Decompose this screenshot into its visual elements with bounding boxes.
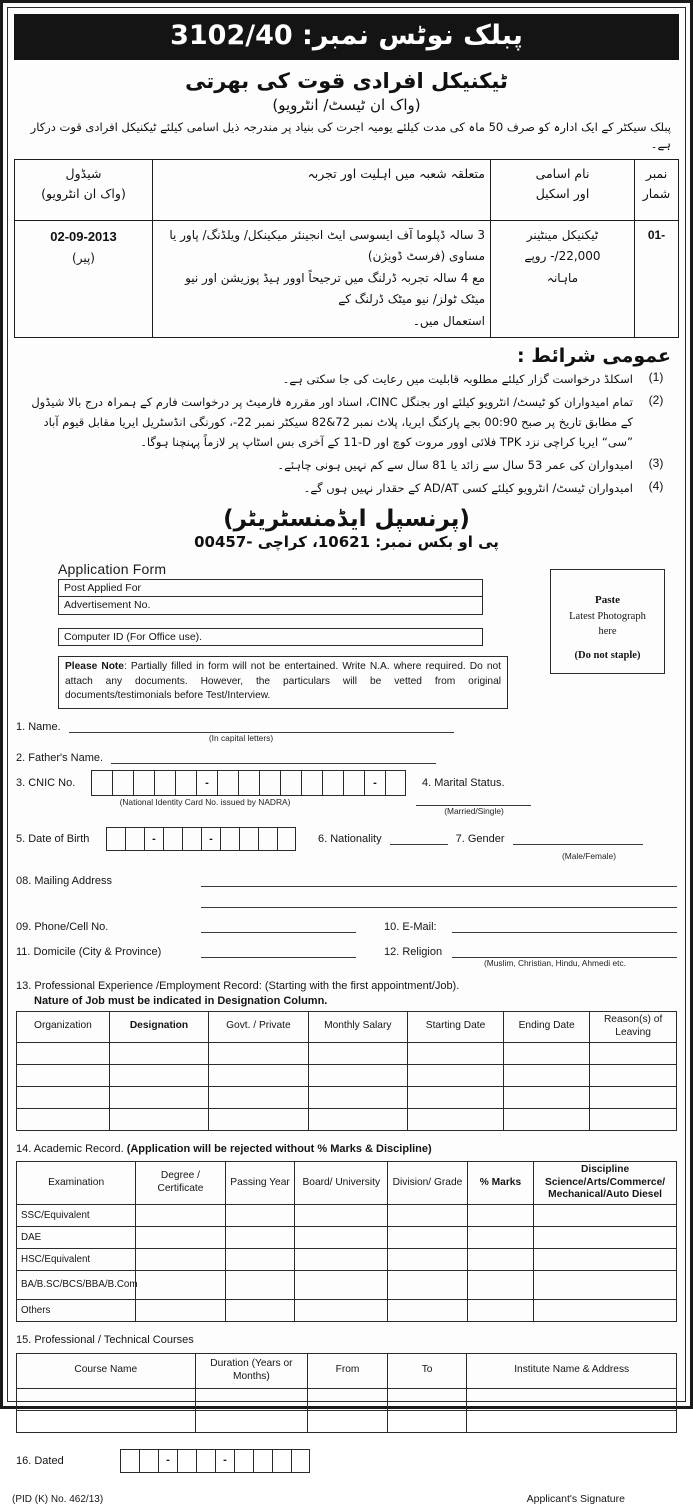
dated-box[interactable] bbox=[234, 1449, 253, 1473]
cnic-box[interactable] bbox=[385, 770, 406, 796]
acad-cell[interactable] bbox=[467, 1249, 533, 1271]
dated-input-boxes[interactable] bbox=[120, 1449, 310, 1473]
course-cell[interactable] bbox=[308, 1410, 388, 1432]
post-name: ٹیکنیکل مینٹینر bbox=[526, 227, 599, 242]
academic-title-number: 14. bbox=[16, 1142, 34, 1155]
acad-col-examination: Examination bbox=[17, 1161, 136, 1204]
dob-separator-dash: - bbox=[201, 827, 220, 851]
academic-table-header-row bbox=[17, 1161, 677, 1204]
course-cell[interactable] bbox=[467, 1388, 677, 1410]
course-cell[interactable] bbox=[17, 1388, 196, 1410]
acad-cell[interactable] bbox=[295, 1271, 388, 1300]
table-row bbox=[17, 1205, 677, 1227]
mailing-address-input-line-2[interactable] bbox=[201, 896, 677, 908]
exp-col-reason-leaving: Reason(s) of Leaving bbox=[590, 1011, 677, 1042]
acad-col-percent-marks: % Marks bbox=[467, 1161, 533, 1204]
dob-box[interactable] bbox=[125, 827, 144, 851]
experience-section-subtitle: Nature of Job must be indicated in Designation Column. bbox=[34, 994, 328, 1007]
exp-cell[interactable] bbox=[17, 1086, 110, 1108]
dated-box[interactable] bbox=[291, 1449, 310, 1473]
exp-cell[interactable] bbox=[17, 1108, 110, 1130]
acad-col-passing-year: Passing Year bbox=[225, 1161, 295, 1204]
exp-cell[interactable] bbox=[590, 1064, 677, 1086]
acad-cell[interactable] bbox=[295, 1300, 388, 1322]
exp-cell[interactable] bbox=[407, 1064, 503, 1086]
acad-cell[interactable] bbox=[388, 1205, 468, 1227]
acad-cell[interactable] bbox=[225, 1227, 295, 1249]
marital-status-input[interactable] bbox=[416, 797, 531, 806]
post-applied-for-field[interactable]: Post Applied For bbox=[58, 579, 483, 597]
phone-label: 09. Phone/Cell No. bbox=[16, 921, 109, 934]
dob-input-boxes[interactable] bbox=[106, 827, 296, 851]
exp-cell[interactable] bbox=[407, 1108, 503, 1130]
cnic-box[interactable] bbox=[343, 770, 364, 796]
condition-text-3: امیدواران کی عمر 35 سال سے زائد یا 18 سال سے کم نہیں ہونی چاہئے۔ bbox=[277, 458, 633, 473]
condition-number-1: (1) bbox=[648, 369, 664, 384]
table-row bbox=[17, 1042, 677, 1064]
acad-col-degree: Degree / Certificate bbox=[136, 1161, 226, 1204]
please-note-text: : Partially filled in form will not be entertained. Write N.A. where required. Do not attach any documents. However, the particulars will be vetted from original documents/testimonials before Test/Interview. bbox=[65, 660, 501, 702]
general-conditions-section bbox=[14, 345, 679, 499]
exp-cell[interactable] bbox=[590, 1086, 677, 1108]
acad-row-label: HSC/Equivalent bbox=[17, 1249, 136, 1271]
vacancy-table-header-row bbox=[15, 159, 679, 220]
please-note-label: Please Note bbox=[65, 660, 124, 672]
exp-cell[interactable] bbox=[308, 1086, 407, 1108]
exp-cell[interactable] bbox=[209, 1108, 308, 1130]
table-row bbox=[17, 1388, 677, 1410]
advertisement-no-field[interactable]: Advertisement No. bbox=[58, 597, 483, 614]
cnic-box[interactable] bbox=[154, 770, 175, 796]
exp-cell[interactable] bbox=[407, 1086, 503, 1108]
course-col-to: To bbox=[387, 1353, 467, 1388]
condition-number-3: (3) bbox=[648, 456, 664, 471]
acad-cell[interactable] bbox=[295, 1249, 388, 1271]
col-header-serial-main: نمبر bbox=[645, 165, 668, 181]
acad-row-label: DAE bbox=[17, 1227, 136, 1249]
qualification-line-2: مع 4 سالہ تجربہ ڈرلنگ میں ترجیحاً اوور ہیڈ پوزیشن اور نیو میٹک ٹولز/ نیو میٹک ڈرلنگ کے bbox=[185, 270, 485, 307]
please-note-box bbox=[58, 656, 508, 709]
photo-paste-box bbox=[550, 569, 665, 674]
gender-input[interactable] bbox=[513, 833, 643, 845]
photo-box-line-1: Paste bbox=[594, 594, 621, 607]
dated-box[interactable] bbox=[272, 1449, 291, 1473]
acad-cell[interactable] bbox=[534, 1300, 677, 1322]
col-header-serial bbox=[635, 159, 679, 220]
cnic-box[interactable] bbox=[280, 770, 301, 796]
col-header-post-main: نام اسامی bbox=[535, 165, 590, 181]
col-header-schedule-sub: (واک ان انٹرویو) bbox=[41, 186, 126, 202]
dated-box[interactable] bbox=[196, 1449, 215, 1473]
marital-status-hint: (Married/Single) bbox=[444, 806, 504, 817]
course-col-institute: Institute Name & Address bbox=[467, 1353, 677, 1388]
exp-cell[interactable] bbox=[590, 1108, 677, 1130]
exp-cell[interactable] bbox=[209, 1042, 308, 1064]
qualification-line-3: استعمال میں۔ bbox=[412, 313, 485, 328]
domicile-label: 11. Domicile (City & Province) bbox=[16, 946, 162, 959]
cnic-box[interactable] bbox=[322, 770, 343, 796]
course-cell[interactable] bbox=[17, 1410, 196, 1432]
mailing-address-label: 08. Mailing Address bbox=[16, 875, 112, 888]
exp-col-organization: Organization bbox=[17, 1011, 110, 1042]
application-form-section bbox=[12, 561, 677, 1505]
acad-cell[interactable] bbox=[467, 1205, 533, 1227]
acad-cell[interactable] bbox=[225, 1205, 295, 1227]
dob-label: 5. Date of Birth bbox=[16, 833, 90, 846]
table-row bbox=[17, 1108, 677, 1130]
dob-box[interactable] bbox=[239, 827, 258, 851]
exp-cell[interactable] bbox=[109, 1064, 208, 1086]
course-cell[interactable] bbox=[467, 1410, 677, 1432]
table-row bbox=[17, 1300, 677, 1322]
cnic-separator-dash: - bbox=[364, 770, 385, 796]
course-cell[interactable] bbox=[308, 1388, 388, 1410]
condition-number-4: (4) bbox=[648, 479, 664, 494]
acad-cell[interactable] bbox=[467, 1271, 533, 1300]
acad-cell[interactable] bbox=[136, 1249, 226, 1271]
cnic-box[interactable] bbox=[91, 770, 112, 796]
cnic-hint: (National Identity Card No. issued by NADRA) bbox=[119, 797, 291, 808]
exp-cell[interactable] bbox=[308, 1064, 407, 1086]
schedule-day: (پیر) bbox=[72, 250, 95, 265]
photo-box-line-2: Latest Photograph bbox=[569, 611, 646, 623]
courses-section-title: 15. Professional / Technical Courses bbox=[16, 1334, 194, 1347]
photo-box-line-3: here bbox=[598, 626, 617, 638]
cnic-separator-dash: - bbox=[196, 770, 217, 796]
exp-cell[interactable] bbox=[308, 1108, 407, 1130]
course-cell[interactable] bbox=[387, 1388, 467, 1410]
dated-box[interactable] bbox=[177, 1449, 196, 1473]
dob-box[interactable] bbox=[182, 827, 201, 851]
conditions-title: عمومی شرائط : bbox=[517, 344, 671, 367]
acad-cell[interactable] bbox=[136, 1205, 226, 1227]
cnic-row bbox=[16, 770, 677, 796]
phone-email-row bbox=[16, 921, 677, 933]
course-col-from: From bbox=[308, 1353, 388, 1388]
acad-cell[interactable] bbox=[136, 1227, 226, 1249]
notice-lede: پبلک سیکٹر کے ایک ادارہ کو صرف 05 ماہ کی مدت کیلئے یومیہ اجرت کی بنیاد پر مندرجہ ذیل اسامی کیلئے ٹیکنیکل افرادی قوت درکار ہے۔ bbox=[30, 120, 671, 152]
exp-cell[interactable] bbox=[209, 1064, 308, 1086]
dated-box[interactable] bbox=[253, 1449, 272, 1473]
cell-serial: 01- bbox=[635, 220, 679, 337]
col-header-serial-sub: شمار bbox=[642, 186, 671, 202]
cnic-box[interactable] bbox=[259, 770, 280, 796]
experience-table-header-row bbox=[17, 1011, 677, 1042]
religion-hint: (Muslim, Christian, Hindu, Ahmedi etc. bbox=[484, 958, 626, 969]
exp-col-designation: Designation bbox=[109, 1011, 208, 1042]
exp-cell[interactable] bbox=[407, 1042, 503, 1064]
experience-title-number: 13. bbox=[16, 980, 35, 993]
exp-col-govt-private: Govt. / Private bbox=[209, 1011, 308, 1042]
dob-box[interactable] bbox=[163, 827, 182, 851]
notice-headline: ٹیکنیکل افرادی قوت کی بھرتی bbox=[185, 69, 508, 94]
email-input[interactable] bbox=[452, 921, 677, 933]
table-row bbox=[17, 1064, 677, 1086]
dob-box[interactable] bbox=[277, 827, 296, 851]
course-col-duration: Duration (Years or Months) bbox=[195, 1353, 308, 1388]
cnic-box[interactable] bbox=[238, 770, 259, 796]
acad-cell[interactable] bbox=[388, 1271, 468, 1300]
acad-cell[interactable] bbox=[534, 1249, 677, 1271]
table-row bbox=[17, 1410, 677, 1432]
pid-number: (PID (K) No. 462/13) bbox=[12, 1493, 104, 1505]
col-header-schedule-main: شیڈول bbox=[65, 165, 102, 181]
exp-cell[interactable] bbox=[504, 1108, 590, 1130]
acad-cell[interactable] bbox=[225, 1271, 295, 1300]
acad-cell[interactable] bbox=[388, 1227, 468, 1249]
acad-cell[interactable] bbox=[534, 1271, 677, 1300]
signoff-address: پی او بکس نمبر: 12601، کراچی -75400 bbox=[194, 533, 499, 552]
exp-cell[interactable] bbox=[109, 1108, 208, 1130]
exp-cell[interactable] bbox=[109, 1042, 208, 1064]
cnic-box[interactable] bbox=[133, 770, 154, 796]
table-row bbox=[15, 220, 679, 337]
col-header-post-sub: اور اسکیل bbox=[535, 186, 590, 202]
email-label: 10. E-Mail: bbox=[384, 921, 437, 934]
exp-col-ending-date: Ending Date bbox=[504, 1011, 590, 1042]
mailing-address-row bbox=[16, 875, 677, 887]
academic-section-title bbox=[16, 1142, 677, 1157]
vacancy-table bbox=[14, 159, 679, 338]
father-name-input[interactable] bbox=[111, 752, 436, 764]
table-row bbox=[17, 1086, 677, 1108]
acad-cell[interactable] bbox=[136, 1300, 226, 1322]
acad-cell[interactable] bbox=[467, 1300, 533, 1322]
exp-cell[interactable] bbox=[504, 1042, 590, 1064]
acad-cell[interactable] bbox=[295, 1205, 388, 1227]
acad-row-label: Others bbox=[17, 1300, 136, 1322]
courses-table bbox=[16, 1353, 677, 1433]
schedule-date: 02-09-2013 bbox=[50, 228, 117, 244]
cnic-input-boxes[interactable] bbox=[91, 770, 406, 796]
mailing-address-row-2 bbox=[16, 896, 677, 908]
condition-item-2 bbox=[14, 392, 679, 452]
academic-title-bold: (Application will be rejected without % Marks & Discipline) bbox=[126, 1142, 432, 1155]
nationality-label: 6. Nationality bbox=[318, 833, 382, 846]
acad-row-label: SSC/Equivalent bbox=[17, 1205, 136, 1227]
religion-input[interactable] bbox=[452, 946, 677, 958]
courses-table-header-row bbox=[17, 1353, 677, 1388]
dob-box[interactable] bbox=[258, 827, 277, 851]
gender-hint: (Male/Female) bbox=[562, 851, 616, 862]
post-scale: 22,000/- روپے bbox=[524, 249, 601, 264]
course-cell[interactable] bbox=[387, 1410, 467, 1432]
course-col-name: Course Name bbox=[17, 1353, 196, 1388]
name-row bbox=[16, 721, 677, 733]
acad-cell[interactable] bbox=[388, 1300, 468, 1322]
photo-box-line-4: (Do not staple) bbox=[574, 649, 641, 661]
condition-text-2: تمام امیدواران کو ٹیسٹ/ انٹرویو کیلئے اور بجنگل CNIC، اسناد اور مقررہ فارمیٹ پر درخواست فارم کے ہمراہ درج بالا شیڈول کے مطابق تاریخ پر صبح 09:00 بجے پارکنگ ایریا، پلاٹ نمبر 27&28 سیکٹر نمبر 22-، کورنگی انڈسٹریل ایریا مقابل قیوم آباد ”سی“ ایریا کراچی نزد KPT فلائی اوور مروت کوچ اور D-11 کے آخری بس اسٹاپ پر لازماً پہنچنا ہوگا۔ bbox=[31, 394, 633, 449]
cnic-box[interactable] bbox=[175, 770, 196, 796]
table-row bbox=[17, 1271, 677, 1300]
name-input[interactable] bbox=[69, 721, 454, 733]
domicile-input[interactable] bbox=[201, 946, 356, 958]
acad-cell[interactable] bbox=[295, 1227, 388, 1249]
qualification-line-1: 3 سالہ ڈپلوما آف ایسوسی ایٹ انجینئر میکینکل/ ویلڈنگ/ پاور یا مساوی (فرسٹ ڈویژن) bbox=[169, 227, 485, 264]
phone-input[interactable] bbox=[201, 921, 356, 933]
signoff-designation: (پرنسپل ایڈمنسٹریٹر) bbox=[223, 506, 470, 533]
domicile-religion-row bbox=[16, 946, 677, 958]
condition-item-1 bbox=[14, 369, 679, 389]
table-row bbox=[17, 1249, 677, 1271]
cnic-hints-row bbox=[16, 797, 677, 816]
exp-col-starting-date: Starting Date bbox=[407, 1011, 503, 1042]
dated-separator-dash: - bbox=[158, 1449, 177, 1473]
name-label: 1. Name. bbox=[16, 721, 61, 734]
acad-cell[interactable] bbox=[225, 1300, 295, 1322]
gender-label: 7. Gender bbox=[455, 833, 505, 846]
col-header-schedule bbox=[15, 159, 153, 220]
condition-text-4: امیدواران ٹیسٹ/ انٹرویو کیلئے کسی TA/DA کے حقدار نہیں ہوں گے۔ bbox=[303, 481, 633, 496]
exp-cell[interactable] bbox=[504, 1086, 590, 1108]
cell-schedule bbox=[15, 220, 153, 337]
acad-row-label: BA/B.SC/BCS/BBA/B.Com bbox=[17, 1271, 136, 1300]
dob-box[interactable] bbox=[106, 827, 125, 851]
applicant-signature-label: Applicant's Signature bbox=[526, 1492, 625, 1505]
acad-col-division-grade: Division/ Grade bbox=[388, 1161, 468, 1204]
cnic-label: 3. CNIC No. bbox=[16, 777, 76, 790]
dated-box[interactable] bbox=[120, 1449, 139, 1473]
course-cell[interactable] bbox=[195, 1410, 308, 1432]
exp-cell[interactable] bbox=[109, 1086, 208, 1108]
cnic-box[interactable] bbox=[217, 770, 238, 796]
cnic-box[interactable] bbox=[112, 770, 133, 796]
notice-subhead: (واک ان ٹیسٹ/ انٹرویو) bbox=[272, 96, 421, 115]
acad-cell[interactable] bbox=[534, 1227, 677, 1249]
post-scale-sub: ماہانہ bbox=[546, 270, 579, 285]
condition-number-2: (2) bbox=[648, 392, 664, 407]
table-row bbox=[17, 1227, 677, 1249]
exp-cell[interactable] bbox=[209, 1086, 308, 1108]
mailing-address-input-line-1[interactable] bbox=[201, 875, 677, 887]
exp-cell[interactable] bbox=[504, 1064, 590, 1086]
col-header-qualification: متعلقہ شعبہ میں اہلیت اور تجربہ bbox=[153, 159, 491, 220]
exp-cell[interactable] bbox=[17, 1064, 110, 1086]
father-name-label: 2. Father's Name. bbox=[16, 752, 104, 765]
acad-cell[interactable] bbox=[467, 1227, 533, 1249]
experience-section-title bbox=[16, 979, 677, 994]
acad-cell[interactable] bbox=[388, 1249, 468, 1271]
religion-label: 12. Religion bbox=[384, 946, 443, 959]
acad-col-discipline: Discipline Science/Arts/Commerce/ Mechanical/Auto Diesel bbox=[534, 1161, 677, 1204]
acad-cell[interactable] bbox=[534, 1205, 677, 1227]
dob-box[interactable] bbox=[220, 827, 239, 851]
acad-cell[interactable] bbox=[136, 1271, 226, 1300]
academic-table bbox=[16, 1161, 677, 1322]
experience-table bbox=[16, 1011, 677, 1131]
public-notice-title-bar: پبلک نوٹس نمبر: 04/2013 bbox=[14, 14, 679, 60]
exp-cell[interactable] bbox=[308, 1042, 407, 1064]
form-footer bbox=[12, 1492, 677, 1505]
dated-row bbox=[16, 1449, 677, 1473]
col-header-post bbox=[491, 159, 635, 220]
exp-col-monthly-salary: Monthly Salary bbox=[308, 1011, 407, 1042]
acad-col-board-university: Board/ University bbox=[295, 1161, 388, 1204]
name-hint: (In capital letters) bbox=[208, 733, 274, 744]
marital-status-label: 4. Marital Status. bbox=[422, 777, 505, 790]
condition-item-4 bbox=[14, 478, 679, 498]
cnic-box[interactable] bbox=[301, 770, 322, 796]
dob-separator-dash: - bbox=[144, 827, 163, 851]
exp-cell[interactable] bbox=[590, 1042, 677, 1064]
course-cell[interactable] bbox=[195, 1388, 308, 1410]
page-inner-border bbox=[7, 7, 686, 1505]
cell-qualification bbox=[153, 220, 491, 337]
acad-cell[interactable] bbox=[225, 1249, 295, 1271]
nationality-input[interactable] bbox=[390, 833, 448, 845]
application-form-title: Application Form bbox=[58, 561, 167, 578]
dated-separator-dash: - bbox=[215, 1449, 234, 1473]
computer-id-field[interactable]: Computer ID (For Office use). bbox=[58, 628, 483, 646]
condition-item-3 bbox=[14, 455, 679, 475]
condition-text-1: اسکلڈ درخواست گزار کیلئے مطلوبہ قابلیت میں رعایت کی جا سکتی ہے۔ bbox=[282, 371, 633, 386]
signoff-block bbox=[14, 506, 679, 551]
father-name-row bbox=[16, 752, 677, 764]
dated-label: 16. Dated bbox=[16, 1454, 64, 1467]
dated-box[interactable] bbox=[139, 1449, 158, 1473]
academic-title-plain: Academic Record. bbox=[33, 1142, 127, 1155]
experience-title-text: Professional Experience /Employment Record: (Starting with the first appointment/Job). bbox=[34, 980, 460, 993]
exp-cell[interactable] bbox=[17, 1042, 110, 1064]
cell-post bbox=[491, 220, 635, 337]
dob-row bbox=[16, 827, 677, 851]
